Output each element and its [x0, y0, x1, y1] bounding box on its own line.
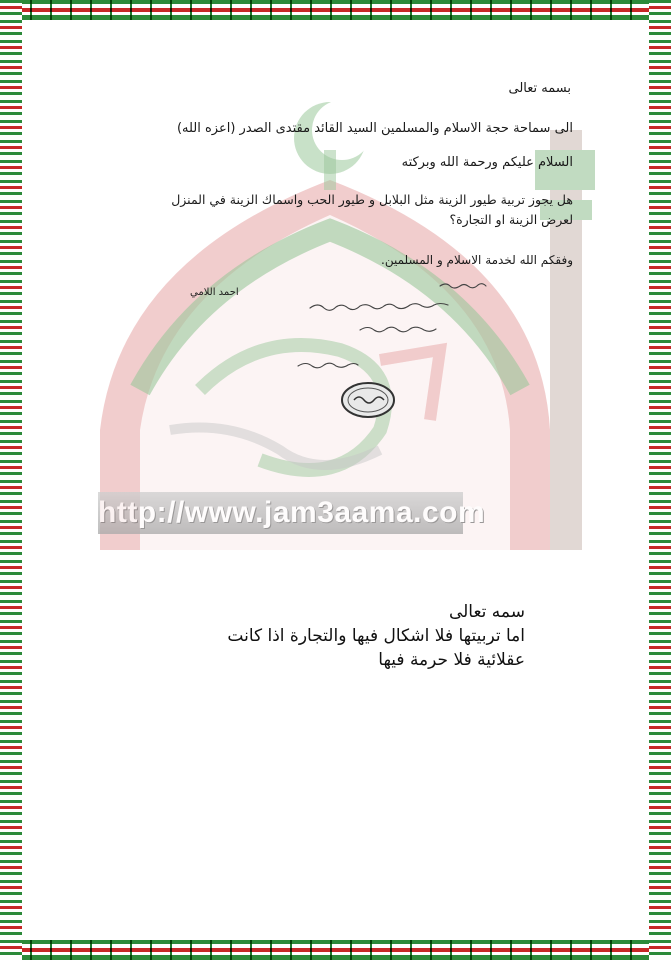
seal-stamp [340, 380, 396, 420]
sender-name: احمد اللامي [190, 287, 239, 298]
decorative-border-bottom [0, 940, 671, 960]
decorative-border-left [0, 0, 22, 960]
letter-greeting: السلام عليكم ورحمة الله وبركته [401, 155, 573, 170]
letter-basmala: بسمه تعالى [508, 81, 571, 96]
letter-closing: وفقكم الله لخدمة الاسلام و المسلمين. [381, 253, 573, 267]
decorative-border-top [0, 0, 671, 20]
answer-line-2: اما تربيتها فلا اشكال فيها والتجارة اذا كانت [227, 626, 525, 646]
decorative-border-right [649, 0, 671, 960]
stamp-icon [340, 380, 396, 420]
question-line-2: لعرض الزينة او التجارة؟ [449, 212, 573, 227]
typed-answer [125, 600, 525, 672]
letter-address: الى سماحة حجة الاسلام والمسلمين السيد القائد مقتدى الصدر (اعزه الله) [176, 121, 573, 136]
letter-question [133, 190, 573, 230]
answer-line-1: سمه تعالى [448, 602, 525, 622]
answer-line-3: عقلائية فلا حرمة فيها [378, 650, 525, 670]
watermark-url: http://www.jam3aama.com [98, 492, 463, 534]
handwriting-strokes-icon [290, 278, 530, 374]
handwritten-reply [290, 278, 530, 374]
question-line-1: هل يجوز تربية طيور الزينة مثل البلابل و طيور الحب واسماك الزينة في المنزل [171, 192, 573, 207]
